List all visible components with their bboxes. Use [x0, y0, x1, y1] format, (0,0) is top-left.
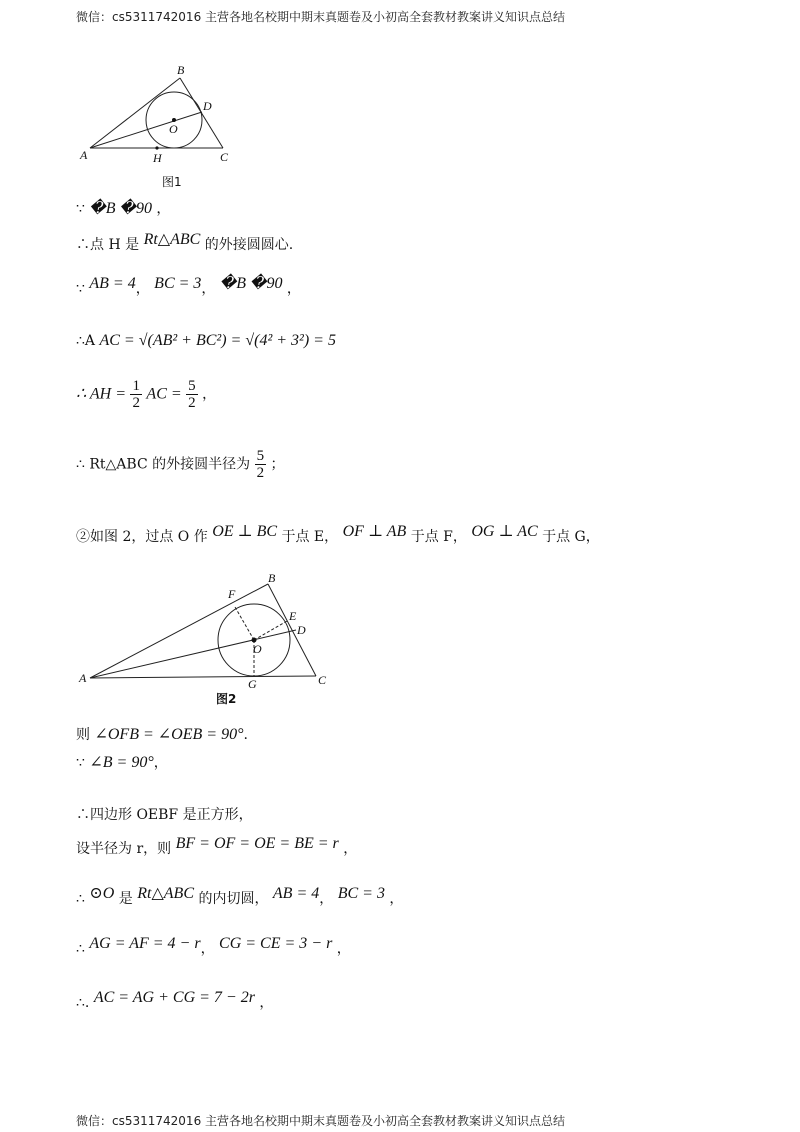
line-7-text-1: 于点 E， — [281, 529, 339, 545]
fig2-label-a: A — [79, 671, 87, 685]
line-13 — [76, 935, 351, 958]
page-header: 微信：cs5311742016 主营各地名校期中期末真题卷及小初高全套教材教案讲义知识点总结 — [76, 10, 566, 24]
line-6-pre: ∴ Rt△ABC 的外接圆半径为 — [76, 456, 251, 473]
line-5-frac-1-num: 1 — [132, 378, 140, 394]
line-6-frac-num: 5 — [256, 448, 265, 464]
line-14 — [76, 989, 274, 1012]
line-3-pre: ∵ — [76, 281, 85, 297]
line-11-pre: 设半径为 r，则 — [76, 841, 172, 857]
line-3-math-1: AB = 4 — [89, 275, 136, 292]
line-5-frac-2-num: 5 — [188, 378, 196, 394]
fig1-label-b: B — [177, 64, 185, 77]
figure-1 — [76, 64, 256, 176]
line-12-math-4: BC = 3 — [337, 885, 385, 902]
line-6-post: ； — [270, 456, 285, 473]
line-11-math: BF = OF = OE = BE = r — [175, 835, 339, 852]
line-4 — [76, 332, 336, 350]
line-13-post: ， — [336, 941, 351, 957]
line-2-pre: ∴点 H 是 — [76, 237, 140, 253]
line-3-sep-1: ， — [135, 281, 150, 297]
fig2-label-f: F — [228, 587, 236, 601]
line-6 — [76, 448, 285, 481]
line-5-pre: ∴ AH = — [76, 385, 127, 403]
figure-2-caption: 图2 — [216, 692, 237, 706]
line-2-post: 的外接圆圆心. — [204, 237, 294, 253]
line-3-math-3: �B �90 — [219, 275, 283, 292]
fig1-label-h: H — [153, 151, 162, 165]
line-8 — [76, 724, 248, 744]
page-footer: 微信：cs5311742016 主营各地名校期中期末真题卷及小初高全套教材教案讲义知识点总结 — [76, 1114, 566, 1128]
line-7 — [76, 523, 600, 546]
line-10: ∴四边形 OEBF 是正方形， — [76, 807, 253, 823]
line-12 — [76, 885, 404, 908]
line-12-post: ， — [389, 891, 404, 907]
line-3-post: ， — [286, 281, 301, 297]
fig1-label-c: C — [220, 150, 229, 164]
line-7-math-1: OE ⊥ BC — [212, 523, 278, 540]
line-1-math: �B �90 — [89, 200, 152, 217]
fig2-label-g: G — [248, 677, 257, 690]
line-7-text-3: 于点 G， — [542, 529, 600, 545]
fig1-label-o: O — [169, 122, 178, 136]
fig2-line-ab — [90, 584, 268, 678]
line-2-math: Rt△ABC — [143, 231, 201, 248]
fig2-label-c: C — [318, 673, 327, 687]
figure-2 — [76, 570, 346, 690]
line-4-math: AC = √(AB² + BC²) = √(4² + 3²) = 5 — [99, 332, 336, 349]
fig1-label-d: D — [203, 99, 212, 113]
fig2-label-b: B — [268, 571, 276, 585]
line-6-frac-den: 2 — [256, 465, 265, 481]
line-7-math-3: OG ⊥ AC — [471, 523, 538, 540]
line-13-math-1: AG = AF = 4 − r — [89, 935, 201, 952]
line-12-math-3: AB = 4 — [272, 885, 320, 902]
line-8-math: ∠OFB = ∠OEB = 90° — [94, 726, 244, 743]
line-5-frac-2-den: 2 — [188, 395, 196, 411]
fig2-label-d: D — [297, 623, 306, 637]
line-9 — [76, 752, 168, 772]
line-7-text-2: 于点 F， — [410, 529, 467, 545]
line-1-post: ， — [156, 201, 171, 217]
line-12-sep: ， — [319, 891, 334, 907]
line-5-fraction-1 — [130, 378, 142, 411]
line-9-pre: ∵ — [76, 755, 85, 771]
line-11 — [76, 835, 358, 858]
line-2 — [76, 231, 294, 254]
line-5-fraction-2 — [186, 378, 198, 411]
fig1-label-a: A — [80, 148, 88, 162]
line-14-pre: ∴. — [76, 995, 90, 1011]
fig2-segment-of — [235, 607, 254, 640]
line-13-sep: ， — [200, 941, 215, 957]
line-12-text-1: 是 — [118, 891, 133, 907]
line-14-post: ， — [259, 995, 274, 1011]
line-12-math-1: ⊙O — [89, 885, 115, 902]
figure-1-caption: 图1 — [162, 175, 182, 189]
line-1 — [76, 198, 170, 218]
line-12-text-2: 的内切圆， — [198, 891, 269, 907]
line-6-fraction — [255, 448, 267, 481]
line-8-pre: 则 — [76, 727, 90, 743]
line-5-frac-1-den: 2 — [132, 395, 140, 411]
line-3-sep-2: ， — [201, 281, 216, 297]
line-13-pre: ∴ — [76, 941, 85, 957]
line-1-pre: ∵ — [76, 201, 85, 217]
line-12-math-2: Rt△ABC — [137, 885, 194, 902]
line-5-mid: AC = — [146, 385, 182, 403]
line-5-post: ， — [202, 386, 217, 403]
fig2-segment-oe — [254, 621, 287, 640]
fig2-line-ad — [90, 630, 296, 678]
fig1-point-h — [155, 146, 158, 149]
fig2-line-ac — [90, 676, 316, 678]
line-7-math-2: OF ⊥ AB — [342, 523, 407, 540]
fig1-line-ab — [90, 78, 180, 148]
line-11-post: ， — [343, 841, 358, 857]
line-8-post: . — [243, 727, 248, 743]
line-3-math-2: BC = 3 — [154, 275, 202, 292]
line-7-pre: ②如图 2，过点 O 作 — [76, 529, 208, 545]
line-3 — [76, 275, 301, 298]
fig2-label-e: E — [289, 609, 297, 623]
line-9-math: ∠B = 90° — [89, 754, 154, 771]
line-12-pre: ∴ — [76, 891, 85, 907]
line-9-post: ， — [153, 755, 168, 771]
fig2-line-bc — [268, 584, 316, 676]
line-13-math-2: CG = CE = 3 − r — [219, 935, 333, 952]
line-5 — [76, 378, 216, 411]
line-4-pre: ∴A — [76, 333, 96, 349]
line-14-math: AC = AG + CG = 7 − 2r — [93, 989, 255, 1006]
fig2-label-o: O — [253, 642, 262, 656]
